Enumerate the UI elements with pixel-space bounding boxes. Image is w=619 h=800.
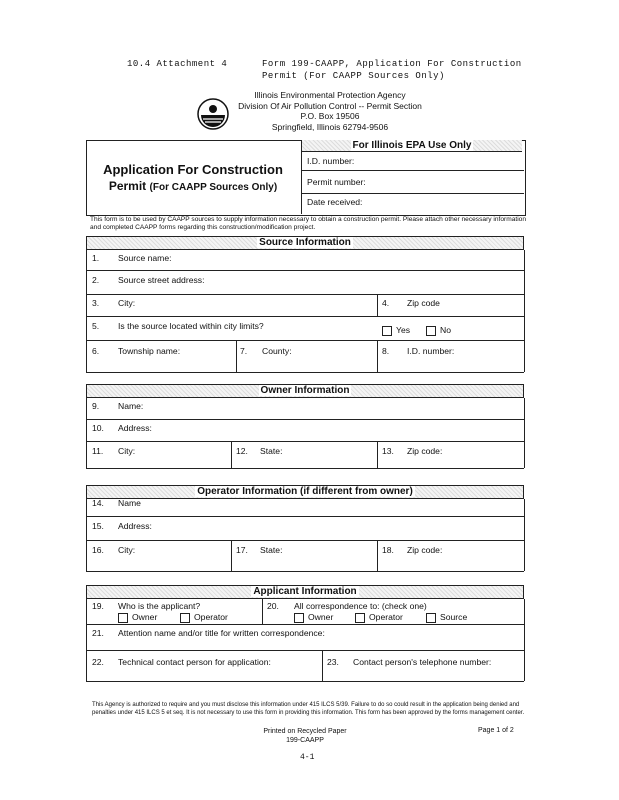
source-zip-field[interactable] [445, 296, 521, 312]
field-number: 22. [92, 657, 104, 667]
operator-name-label: Name [118, 498, 141, 508]
field-number: 23. [327, 657, 339, 667]
owner-city-label: City: [118, 446, 136, 456]
source-info-header: Source Information [86, 236, 524, 250]
owner-city-field[interactable] [140, 444, 228, 460]
operator-name-field[interactable] [150, 496, 520, 512]
source-zip-label: Zip code [407, 298, 440, 308]
checkbox-icon[interactable] [118, 613, 128, 623]
city-limits-yes[interactable]: Yes [382, 325, 410, 336]
county-label: County: [262, 346, 292, 356]
checkbox-icon[interactable] [426, 326, 436, 336]
application-title: Application For Construction [103, 162, 283, 177]
field-number: 12. [236, 446, 248, 456]
agency-division: Division Of Air Pollution Control -- Permit Section [238, 100, 422, 111]
source-id-field[interactable] [462, 344, 522, 360]
technical-contact-label: Technical contact person for application: [118, 657, 271, 667]
source-name-label: Source name: [118, 253, 172, 263]
agency-name: Illinois Environmental Protection Agency [254, 90, 406, 100]
operator-zip-label: Zip code: [407, 545, 443, 555]
field-number: 4. [382, 298, 390, 308]
epa-permit-number-label: Permit number: [307, 177, 366, 187]
field-number: 15. [92, 521, 104, 531]
owner-address-field[interactable] [160, 421, 520, 437]
intro-text: This form is to be used by CAAPP sources to supply information necessary to obtain a construction permit. Please attach other necessary information and completed CAAPP forms regarding this construction/modification project. [90, 216, 527, 231]
owner-name-field[interactable] [150, 399, 520, 415]
operator-city-field[interactable] [140, 543, 228, 559]
field-number: 5. [92, 321, 100, 331]
checkbox-icon[interactable] [294, 613, 304, 623]
technical-contact-field[interactable] [118, 667, 318, 679]
field-number: 1. [92, 253, 100, 263]
applicant-operator-option[interactable]: Operator [180, 612, 228, 623]
operator-state-label: State: [260, 545, 283, 555]
township-field[interactable] [186, 344, 234, 360]
owner-info-header: Owner Information [86, 384, 524, 398]
correspondence-label: All correspondence to: (check one) [294, 601, 427, 611]
owner-state-label: State: [260, 446, 283, 456]
checkbox-icon[interactable] [382, 326, 392, 336]
field-number: 13. [382, 446, 394, 456]
field-number: 20. [267, 601, 279, 611]
owner-address-label: Address: [118, 423, 152, 433]
field-number: 17. [236, 545, 248, 555]
checkbox-icon[interactable] [426, 613, 436, 623]
attention-name-label: Attention name and/or title for written correspondence: [118, 628, 325, 638]
applicant-owner-option[interactable]: Owner [118, 612, 157, 623]
field-number: 16. [92, 545, 104, 555]
source-city-field[interactable] [140, 296, 374, 312]
operator-info-header: Operator Information (if different from owner) [86, 485, 524, 499]
field-number: 2. [92, 275, 100, 285]
city-limits-no[interactable]: No [426, 325, 451, 336]
field-number: 6. [92, 346, 100, 356]
application-subtitle: (For CAAPP Sources Only) [149, 182, 278, 193]
field-number: 9. [92, 401, 100, 411]
attention-name-field[interactable] [345, 626, 520, 642]
operator-city-label: City: [118, 545, 136, 555]
operator-zip-field[interactable] [450, 543, 520, 559]
field-number: 8. [382, 346, 390, 356]
correspondence-source-option[interactable]: Source [426, 612, 467, 623]
application-title-permit: Permit [108, 179, 147, 193]
field-number: 3. [92, 298, 100, 308]
epa-use-header: For Illinois EPA Use Only [302, 140, 522, 152]
field-number: 19. [92, 601, 104, 611]
owner-zip-label: Zip code: [407, 446, 443, 456]
checkbox-icon[interactable] [180, 613, 190, 623]
field-number: 11. [92, 446, 104, 456]
agency-city: Springfield, Illinois 62794-9506 [271, 121, 389, 132]
form-title-line2: Permit (For CAAPP Sources Only) [262, 71, 445, 81]
field-number: 18. [382, 545, 394, 555]
operator-address-field[interactable] [160, 519, 520, 535]
source-city-label: City: [118, 298, 136, 308]
attachment-label: 10.4 Attachment 4 [127, 59, 228, 69]
epa-date-received-label: Date received: [307, 197, 363, 207]
checkbox-icon[interactable] [355, 613, 365, 623]
operator-state-field[interactable] [292, 543, 374, 559]
field-number: 14. [92, 498, 104, 508]
source-address-field[interactable] [220, 273, 520, 289]
form-number: 199-CAAPP [286, 737, 324, 744]
field-number: 21. [92, 628, 104, 638]
contact-phone-field[interactable] [353, 667, 521, 679]
field-number: 10. [92, 423, 104, 433]
city-limits-question: Is the source located within city limits? [118, 321, 264, 331]
contact-phone-label: Contact person's telephone number: [353, 657, 492, 667]
applicant-info-header: Applicant Information [86, 585, 524, 599]
who-is-applicant-label: Who is the applicant? [118, 601, 201, 611]
correspondence-operator-option[interactable]: Operator [355, 612, 403, 623]
legal-notice: This Agency is authorized to require and you must disclose this information under 415 ILCS 5/39. Failure to do so could result in the application being denied and penalties under 415 ILCS 5 et seq. It is not necessary to use this form in providing this information. This form has been approved by the forms management center. [92, 702, 525, 716]
township-label: Township name: [118, 346, 181, 356]
correspondence-owner-option[interactable]: Owner [294, 612, 333, 623]
county-field[interactable] [296, 344, 374, 360]
operator-address-label: Address: [118, 521, 152, 531]
source-address-label: Source street address: [118, 275, 205, 285]
form-title-line1: Form 199-CAAPP, Application For Construction [262, 59, 522, 69]
owner-zip-field[interactable] [450, 444, 520, 460]
page-number: 4-1 [300, 753, 315, 762]
page-indicator: Page 1 of 2 [478, 727, 514, 734]
agency-po-box: P.O. Box 19506 [300, 111, 360, 121]
epa-id-number-label: I.D. number: [307, 156, 355, 166]
source-id-label: I.D. number: [407, 346, 455, 356]
recycled-paper-note: Printed on Recycled Paper [263, 728, 347, 735]
field-number: 7. [240, 346, 248, 356]
owner-name-label: Name: [118, 401, 144, 411]
source-name-field[interactable] [200, 251, 520, 267]
owner-state-field[interactable] [292, 444, 374, 460]
